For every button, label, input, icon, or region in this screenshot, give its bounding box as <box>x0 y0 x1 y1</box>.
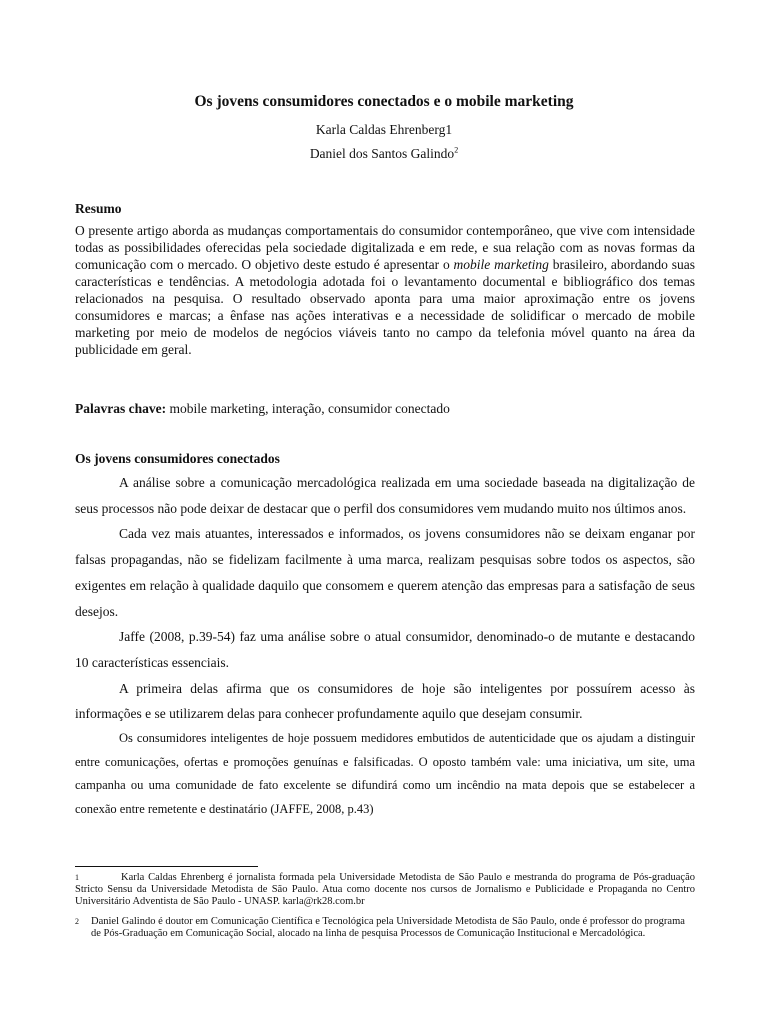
abstract-text-part: brasileiro, abordando suas características e tendências. A metodologia adotada foi o levantamento documental e bibliográfico dos temas relacionados na pesquisa. O resultado observado aponta para uma maior aproximação entre os jovens consumidores e marcas; a ênfase nas ações interativas e a necessidade de solidificar o mercado de mobile marketing por meio de modelos de negócios viáveis tanto no campo da telefonia móvel quanto na área da publicidade em geral. <box>75 257 695 357</box>
keywords-label: Palavras chave: <box>75 401 167 416</box>
body-paragraph: A primeira delas afirma que os consumidores de hoje são inteligentes por possuírem acesso às informações e se utilizarem delas para conhecer profundamente aquilo que desejam consumir. <box>75 680 695 722</box>
body-paragraph: Cada vez mais atuantes, interessados e informados, os jovens consumidores não se deixam enganar por falsas propagandas, não se fidelizam facilmente à uma marca, realizam pesquisas sobre todos os aspectos, são exigentes em relação à qualidade daquilo que consomem e querem atenção das empresas para a satisfação de seus desejos. <box>75 526 695 619</box>
block-quote: Os consumidores inteligentes de hoje possuem medidores embutidos de autenticidade que os ajudam a distinguir entre comunicações, ofertas e promoções genuínas e falsificadas. O oposto também vale: uma iniciativa, um site, uma campanha ou uma comunidade de fato excelente se difundirá como um incêndio na mata depois que se estabelecer a conexão entre remetente e destinatário (JAFFE, 2008, p.43) <box>75 731 695 816</box>
author-marker: 1 <box>445 122 453 137</box>
footnote-1 <box>75 872 695 908</box>
footnote-text: Karla Caldas Ehrenberg é jornalista formada pela Universidade Metodista de São Paulo e mestranda do programa de Pós-graduação Stricto Sensu da Universidade Metodista de São Paulo. Atua como docente nos cursos de Jornalismo e Publicidade e Propaganda no Centro Universitário Adventista de São Paulo - UNASP. karla@rk28.com.br <box>75 872 695 907</box>
section-heading: Os jovens consumidores conectados <box>75 451 280 466</box>
abstract-italic-term: mobile marketing <box>453 257 549 272</box>
abstract-section <box>75 201 695 217</box>
abstract-text <box>75 222 695 358</box>
abstract-heading: Resumo <box>75 201 122 216</box>
keywords-text: mobile marketing, interação, consumidor conectado <box>166 401 450 416</box>
abstract-body <box>75 222 695 358</box>
footnote-marker: 1 <box>75 873 79 882</box>
section-heading-block <box>75 451 695 467</box>
keywords <box>75 401 695 417</box>
author-name: Karla Caldas Ehrenberg <box>315 122 446 137</box>
footnote-marker: 2 <box>454 145 459 155</box>
body-paragraph: A análise sobre a comunicação mercadológica realizada em uma sociedade baseada na digitalização de seus processos não pode deixar de destacar que o perfil dos consumidores vem mudando muito nos últimos anos. <box>75 475 695 516</box>
footnote-2 <box>75 916 695 940</box>
section-body <box>75 470 695 821</box>
author-line-1 <box>0 122 768 138</box>
footnote-text: Daniel Galindo é doutor em Comunicação Científica e Tecnológica pela Universidade Metodista de São Paulo, onde é professor do programa de Pós-Graduação em Comunicação Social, alocado na linha de pesquisa Processos de Comunicação Institucional e Mercadológica. <box>91 916 685 939</box>
page-title: Os jovens consumidores conectados e o mobile marketing <box>194 93 574 110</box>
author-line-2 <box>0 146 768 162</box>
author-name: Daniel dos Santos Galindo <box>309 146 455 161</box>
keywords-line <box>75 401 695 417</box>
footnote-divider <box>75 866 258 867</box>
abstract-text-part: O presente artigo aborda as mudanças comportamentais do consumidor contemporâneo, que vive com intensidade todas as possibilidades oferecidas pela sociedade digitalizada e em rede, e sua relação com as novas formas da comunicação com o mercado. O objetivo deste estudo é apresentar o <box>75 223 695 272</box>
body-paragraph: Jaffe (2008, p.39-54) faz uma análise sobre o atual consumidor, denominado-o de mutante e destacando 10 características essenciais. <box>75 629 695 670</box>
footnote-marker: 2 <box>75 917 79 926</box>
